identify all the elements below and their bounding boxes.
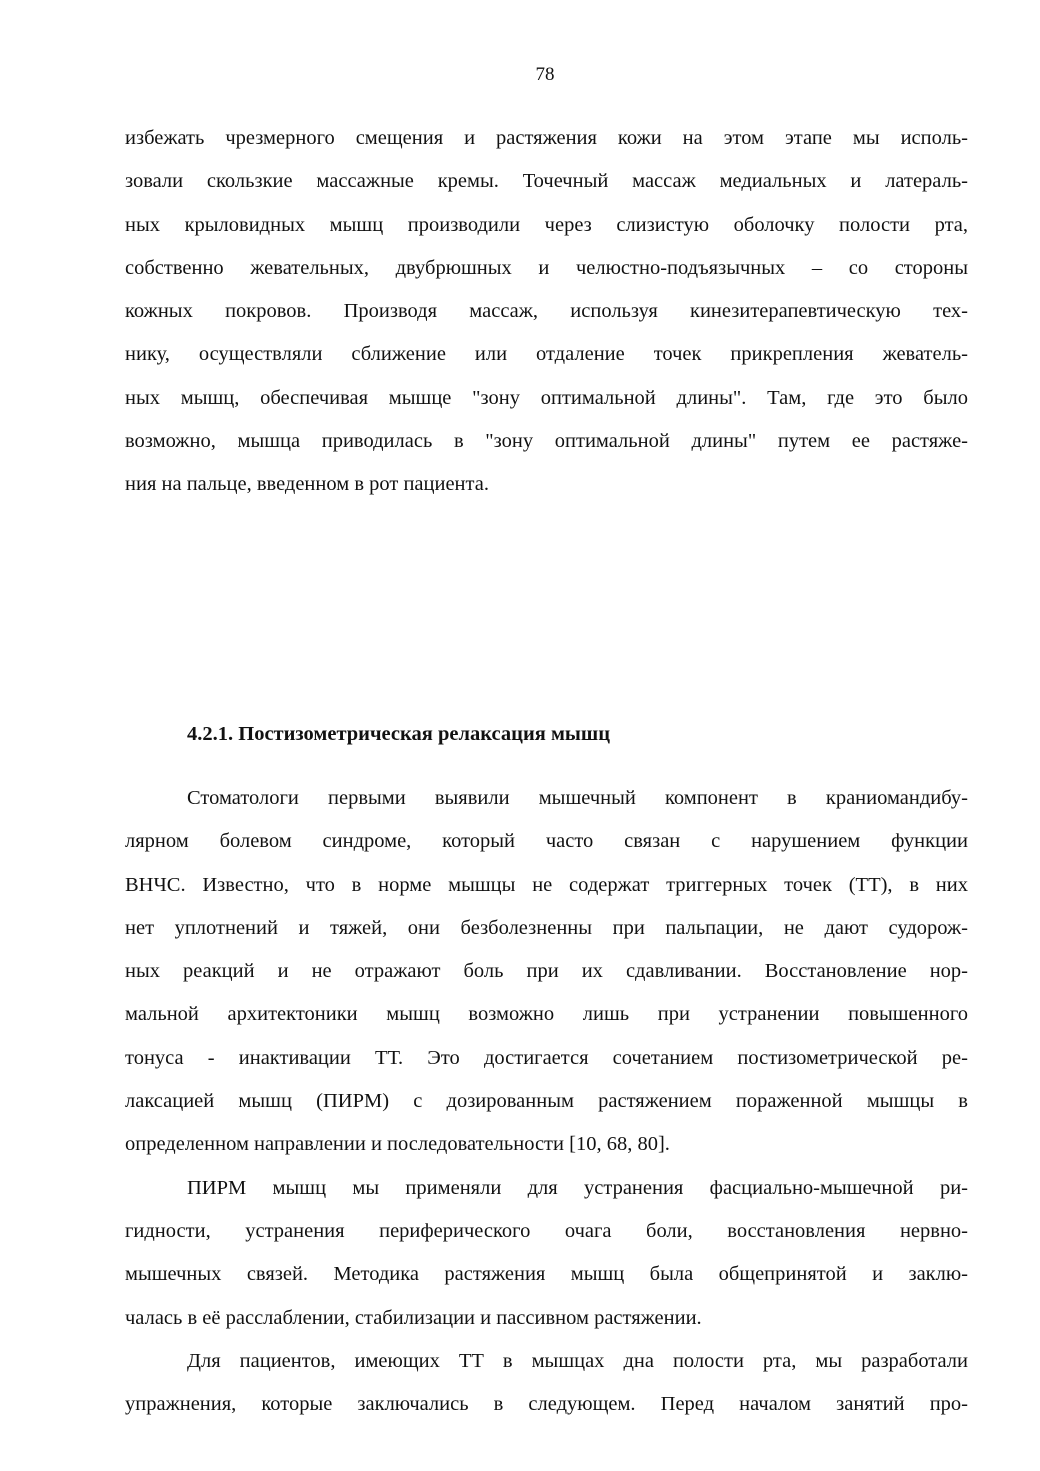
text-line: зовали скользкие массажные кремы. Точечный массаж медиальных и латераль- bbox=[125, 170, 968, 193]
text-line: Для пациентов, имеющих ТТ в мышцах дна полости рта, мы разработали bbox=[187, 1349, 968, 1372]
text-line: лаксацией мышц (ПИРМ) с дозированным растяжением пораженной мышцы в bbox=[125, 1090, 968, 1113]
top-paragraph bbox=[125, 117, 968, 507]
text-line: мышечных связей. Методика растяжения мышц была общепринятой и заклю- bbox=[125, 1263, 968, 1286]
text-line: чалась в её расслаблении, стабилизации и пассивном растяжении. bbox=[125, 1306, 702, 1329]
text-line: ных крыловидных мышц производили через слизистую оболочку полости рта, bbox=[125, 213, 968, 236]
text-line: гидности, устранения периферического очага боли, восстановления нервно- bbox=[125, 1219, 968, 1242]
text-line: возможно, мышца приводилась в "зону оптимальной длины" путем ее растяже- bbox=[125, 430, 968, 453]
text-line: ВНЧС. Известно, что в норме мышцы не содержат триггерных точек (ТТ), в них bbox=[125, 873, 968, 896]
text-line: ных реакций и не отражают боль при их сдавливании. Восстановление нор- bbox=[125, 960, 968, 983]
text-line: ния на пальце, введенном в рот пациента. bbox=[125, 473, 489, 496]
text-line: определенном направлении и последовательности [10, 68, 80]. bbox=[125, 1133, 670, 1156]
text-line: собственно жевательных, двубрюшных и челюстно-подъязычных – со стороны bbox=[125, 256, 968, 279]
text-line: тонуса - инактивации ТТ. Это достигается сочетанием постизометрической ре- bbox=[125, 1046, 968, 1069]
page-number: 78 bbox=[535, 64, 555, 85]
section-body bbox=[125, 777, 968, 1426]
text-line: кожных покровов. Производя массаж, используя кинезитерапевтическую тех- bbox=[125, 300, 968, 323]
text-line: избежать чрезмерного смещения и растяжения кожи на этом этапе мы исполь- bbox=[125, 127, 968, 149]
text-line: Стоматологи первыми выявили мышечный компонент в краниомандибу- bbox=[187, 787, 968, 809]
section-heading: 4.2.1. Постизометрическая релаксация мышц bbox=[187, 723, 611, 745]
text-line: мальной архитектоники мышц возможно лишь при устранении повышенного bbox=[125, 1003, 968, 1026]
text-line: лярном болевом синдроме, который часто связан с нарушением функции bbox=[125, 830, 968, 853]
text-line: упражнения, которые заключались в следующем. Перед началом занятий про- bbox=[125, 1393, 968, 1416]
text-line: нику, осуществляли сближение или отдаление точек прикрепления жеватель- bbox=[125, 343, 968, 366]
text-line: ных мышц, обеспечивая мышце "зону оптимальной длины". Там, где это было bbox=[125, 386, 968, 409]
text-line: ПИРМ мышц мы применяли для устранения фасциально-мышечной ри- bbox=[187, 1176, 968, 1199]
text-line: нет уплотнений и тяжей, они безболезненны при пальпации, не дают судорож- bbox=[125, 916, 968, 939]
